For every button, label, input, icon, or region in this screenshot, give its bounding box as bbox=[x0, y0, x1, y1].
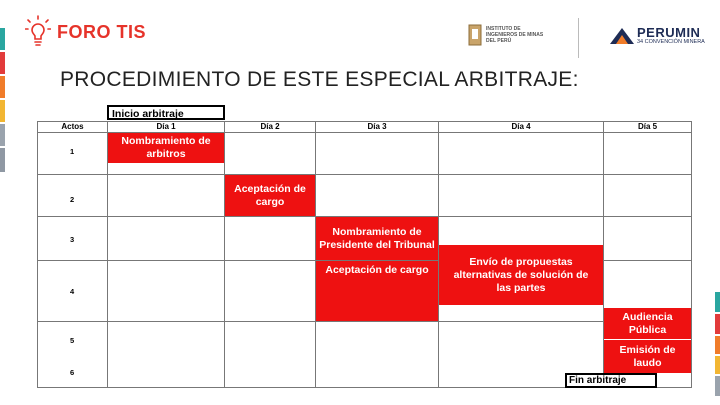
iimp-emblem-icon bbox=[468, 24, 482, 46]
act-aceptacion-cargo-2: Aceptación de cargo bbox=[316, 261, 438, 321]
column-header-dia-1: Día 1 bbox=[107, 121, 225, 133]
table-cell bbox=[603, 216, 692, 261]
table-cell bbox=[315, 174, 439, 217]
decor-stripe-red bbox=[0, 52, 5, 74]
timeline-grid bbox=[37, 121, 692, 388]
decor-stripe-teal bbox=[0, 28, 5, 50]
column-header-dia-3: Día 3 bbox=[315, 121, 439, 133]
table-cell bbox=[438, 174, 604, 217]
table-cell bbox=[107, 260, 225, 322]
table-cell bbox=[107, 321, 225, 388]
table-cell bbox=[224, 216, 316, 261]
decor-stripe-orange bbox=[0, 76, 5, 98]
perumin-subtitle: 34 CONVENCIÓN MINERA bbox=[637, 39, 705, 45]
act-audiencia-publica: Audiencia Pública bbox=[604, 308, 691, 339]
decor-stripe-right-gray bbox=[715, 376, 720, 396]
column-header-dia-2: Día 2 bbox=[224, 121, 316, 133]
decor-stripe-right-orange bbox=[715, 336, 720, 354]
table-cell bbox=[224, 260, 316, 322]
table-cell bbox=[603, 174, 692, 217]
table-cell bbox=[315, 132, 439, 175]
row-label-2: 2 bbox=[37, 174, 108, 217]
table-cell bbox=[107, 174, 225, 217]
table-cell bbox=[438, 132, 604, 175]
decor-stripe-right-yellow bbox=[715, 356, 720, 374]
rows-5-6-label-cell bbox=[37, 321, 108, 388]
foro-tis-label: FORO TIS bbox=[57, 21, 146, 42]
act-aceptacion-cargo-1: Aceptación de cargo bbox=[225, 175, 315, 216]
mountain-icon bbox=[610, 27, 634, 45]
row-label-5: 5 bbox=[70, 336, 75, 345]
row-label-6: 6 bbox=[70, 368, 75, 377]
act-emision-laudo: Emisión de laudo bbox=[604, 340, 691, 373]
act-envio-propuestas: Envío de propuestas alternativas de solución de las partes bbox=[439, 245, 603, 305]
column-header-dia-4: Día 4 bbox=[438, 121, 604, 133]
table-cell bbox=[315, 321, 439, 388]
logo-divider bbox=[578, 18, 579, 58]
lightbulb-icon bbox=[25, 15, 51, 49]
row-label-1: 1 bbox=[37, 132, 108, 175]
decor-stripe-right-red bbox=[715, 314, 720, 334]
decor-stripe-yellow bbox=[0, 100, 5, 122]
decor-stripe-slate bbox=[0, 148, 5, 172]
page-title: PROCEDIMIENTO DE ESTE ESPECIAL ARBITRAJE: bbox=[60, 68, 579, 91]
table-cell bbox=[224, 132, 316, 175]
iimp-logo bbox=[468, 24, 546, 46]
arbitration-timeline-table bbox=[37, 105, 692, 388]
act-nombramiento-arbitros: Nombramiento de arbitros bbox=[108, 133, 224, 163]
column-header-actos: Actos bbox=[37, 121, 108, 133]
perumin-logo bbox=[610, 26, 705, 46]
foro-tis-logo bbox=[25, 14, 146, 50]
iimp-label: INSTITUTO DE INGENIEROS DE MINAS DEL PERÚ bbox=[486, 26, 544, 44]
row-label-4: 4 bbox=[37, 260, 108, 322]
table-cell bbox=[107, 216, 225, 261]
start-marker: Inicio arbitraje bbox=[107, 105, 225, 120]
end-marker: Fin arbitraje bbox=[565, 373, 657, 388]
perumin-label: PERUMIN bbox=[637, 25, 701, 40]
column-header-dia-5: Día 5 bbox=[603, 121, 692, 133]
decor-stripe-gray bbox=[0, 124, 5, 146]
table-cell bbox=[603, 132, 692, 175]
act-nombramiento-presidente: Nombramiento de Presidente del Tribunal bbox=[316, 217, 438, 260]
decor-stripe-right-teal bbox=[715, 292, 720, 312]
table-cell bbox=[224, 321, 316, 388]
row-label-3: 3 bbox=[37, 216, 108, 261]
